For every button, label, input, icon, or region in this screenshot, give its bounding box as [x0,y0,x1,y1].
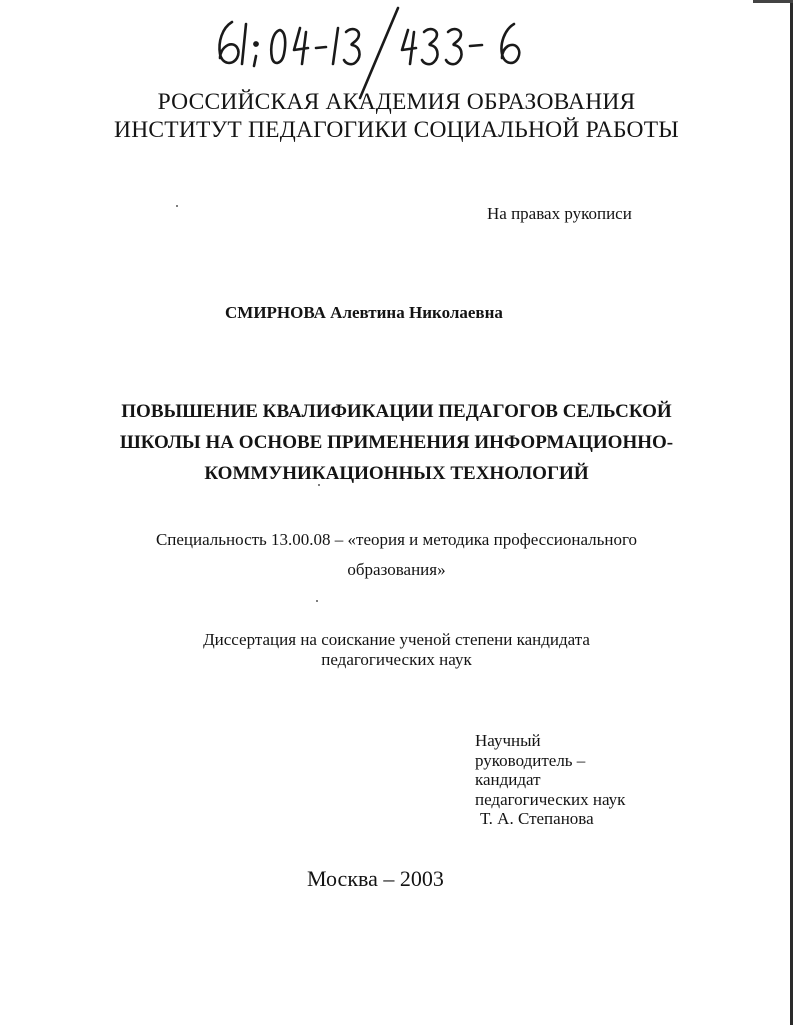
specialty-line-1: Специальность 13.00.08 – «теория и методика профессионального [155,530,638,549]
institution-line-2: ИНСТИТУТ ПЕДАГОГИКИ СОЦИАЛЬНОЙ РАБОТЫ [114,117,679,143]
supervisor-line-2: руководитель – [475,750,586,770]
institution-line-1: РОССИЙСКАЯ АКАДЕМИЯ ОБРАЗОВАНИЯ [157,89,636,115]
city-year: Москва – 2003 [307,866,444,891]
dissertation-degree [0,630,793,670]
dissertation-line-2: педагогических наук [321,650,472,669]
title-line-1: ПОВЫШЕНИЕ КВАЛИФИКАЦИИ ПЕДАГОГОВ СЕЛЬСКОЙ [121,401,672,422]
scan-speck [176,205,178,207]
dissertation-title [0,396,793,489]
author-name: СМИРНОВА Алевтина Николаевна [225,303,503,322]
scan-speck [316,600,318,602]
dissertation-line-1: Диссертация на соискание ученой степени кандидата [203,630,590,649]
supervisor-name: Т. А. Степанова [480,809,594,828]
specialty-line-2: образования» [347,560,446,579]
supervisor-line-4: педагогических наук [475,789,626,809]
rights-note: На правах рукописи [487,204,632,223]
institution-header [0,88,793,144]
specialty [0,525,793,585]
handwritten-archive-number [202,0,542,100]
scan-edge-top [753,0,793,3]
supervisor-line-1: Научный [475,731,541,750]
title-line-2: ШКОЛЫ НА ОСНОВЕ ПРИМЕНЕНИЯ ИНФОРМАЦИОННО- [119,432,674,453]
scan-speck [318,484,320,486]
scientific-supervisor [475,731,625,829]
supervisor-line-3: кандидат [475,770,541,789]
title-line-3: КОММУНИКАЦИОННЫХ ТЕХНОЛОГИЙ [204,463,589,484]
